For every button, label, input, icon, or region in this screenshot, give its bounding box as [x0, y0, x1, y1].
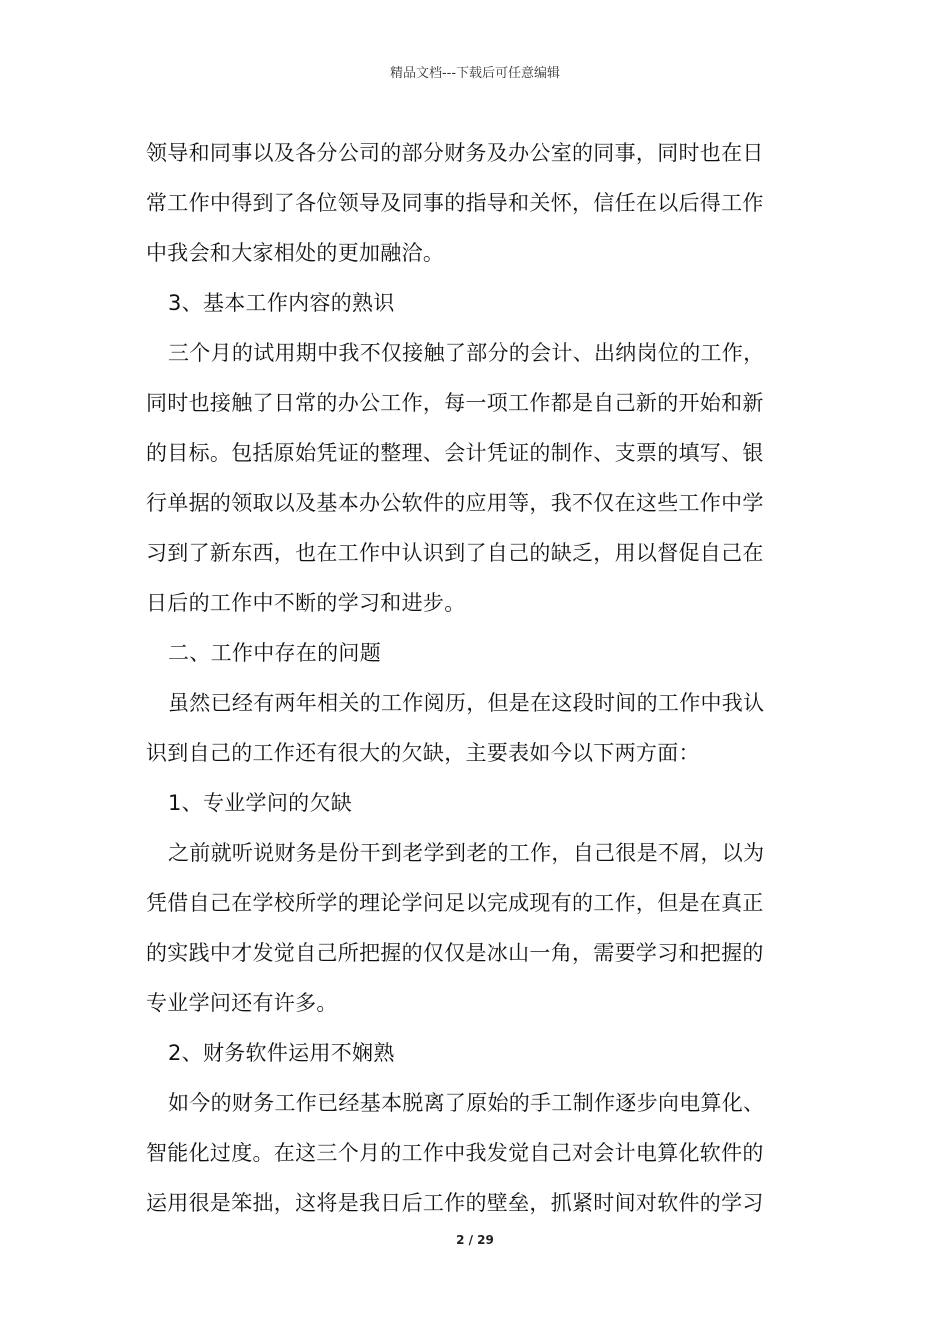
text-line-2: 常工作中得到了各位领导及同事的指导和关怀，信任在以后得工作 — [146, 191, 764, 215]
text-line-6: 同时也接触了日常的办公工作，每一项工作都是自己新的开始和新 — [146, 391, 764, 415]
text-line-10: 日后的工作中不断的学习和进步。 — [146, 591, 466, 615]
text-line-12: 虽然已经有两年相关的工作阅历，但是在这段时间的工作中我认 — [168, 691, 765, 715]
text-line-20: 如今的财务工作已经基本脱离了原始的手工制作逐步向电算化、 — [168, 1091, 765, 1115]
document-body — [146, 128, 810, 1228]
section-heading-1: 1、专业学问的欠缺 — [168, 791, 353, 815]
section-heading-2: 2、财务软件运用不娴熟 — [168, 1041, 395, 1065]
text-line-7: 的目标。包括原始凭证的整理、会计凭证的制作、支票的填写、银 — [146, 441, 764, 465]
section-heading-3: 3、基本工作内容的熟识 — [168, 291, 395, 315]
page-header: 精品文档---下载后可任意编辑 — [389, 66, 561, 81]
text-line-13: 识到自己的工作还有很大的欠缺，主要表如今以下两方面： — [146, 741, 700, 765]
text-line-21: 智能化过度。在这三个月的工作中我发觉自己对会计电算化软件的 — [146, 1141, 764, 1165]
text-line-15: 之前就听说财务是份干到老学到老的工作，自己很是不屑，以为 — [168, 841, 765, 865]
text-line-16: 凭借自己在学校所学的理论学问足以完成现有的工作，但是在真正 — [146, 891, 764, 915]
text-line-22: 运用很是笨拙，这将是我日后工作的壁垒，抓紧时间对软件的学习 — [146, 1191, 764, 1215]
text-line-1: 领导和同事以及各分公司的部分财务及办公室的同事，同时也在日 — [146, 141, 764, 165]
section-heading-issues: 二、工作中存在的问题 — [168, 641, 381, 665]
text-line-17: 的实践中才发觉自己所把握的仅仅是冰山一角，需要学习和把握的 — [146, 941, 764, 965]
text-line-3: 中我会和大家相处的更加融洽。 — [146, 241, 445, 265]
text-line-5: 三个月的试用期中我不仅接触了部分的会计、出纳岗位的工作， — [168, 341, 765, 365]
text-line-18: 专业学问还有许多。 — [146, 991, 338, 1015]
text-line-9: 习到了新东西，也在工作中认识到了自己的缺乏，用以督促自己在 — [146, 541, 764, 565]
page-number: 2 / 29 — [456, 1233, 494, 1247]
text-line-8: 行单据的领取以及基本办公软件的应用等，我不仅在这些工作中学 — [146, 491, 764, 515]
